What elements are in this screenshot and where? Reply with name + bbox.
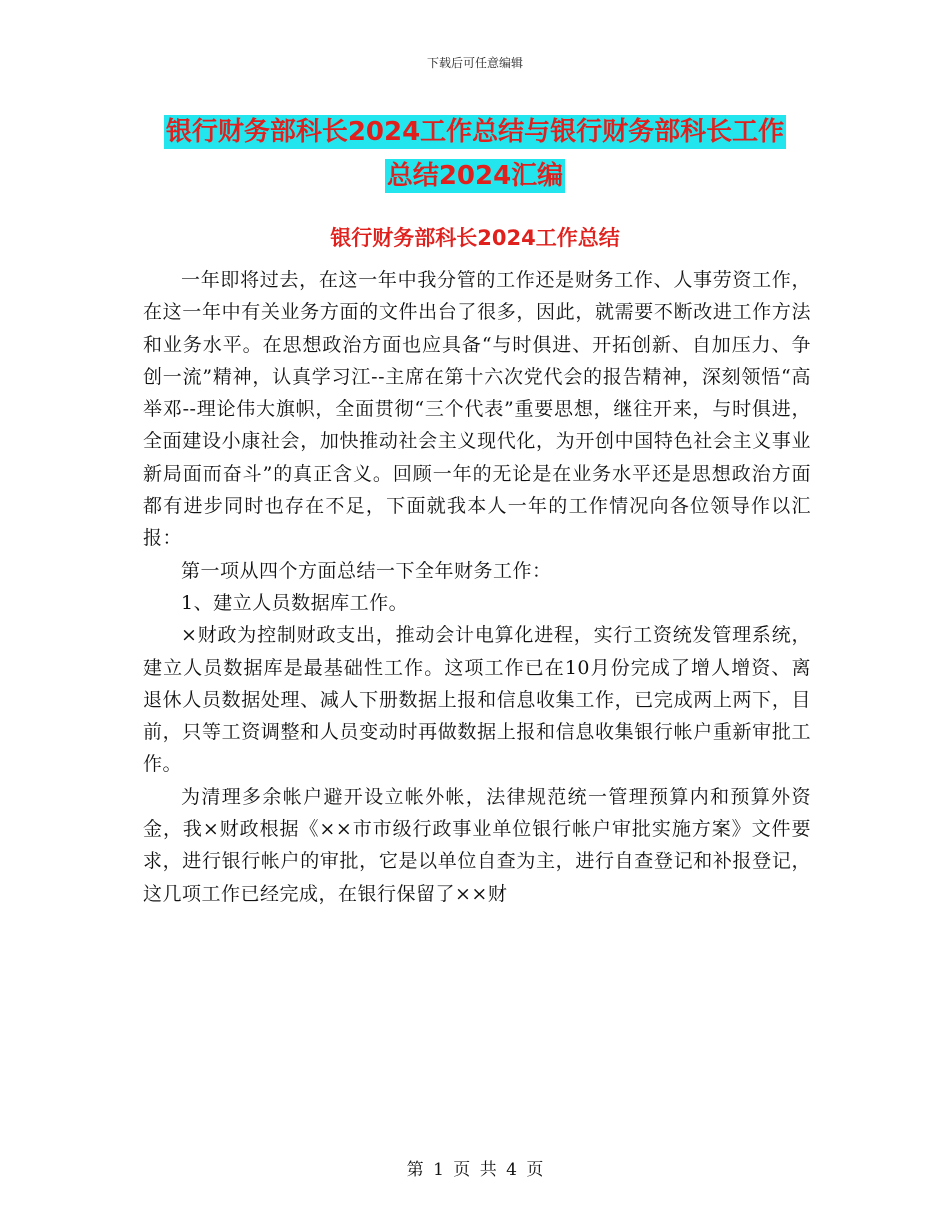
paragraph-database-work: ×财政为控制财政支出，推动会计电算化进程，实行工资统发管理系统，建立人员数据库是最基础性工作。这项工作已在10月份完成了增人增资、离退休人员数据处理、减人下册数据上报和信息收集工作，已完成两上两下，目前，只等工资调整和人员变动时再做数据上报和信息收集银行帐户重新审批工作。 — [143, 624, 811, 776]
document-body — [143, 264, 811, 910]
section-title: 银行财务部科长2024工作总结 — [330, 226, 620, 250]
page-header-note: 下载后可任意编辑 — [426, 56, 523, 70]
document-title-line2: 总结2024汇编 — [386, 161, 564, 191]
paragraph-intro: 一年即将过去，在这一年中我分管的工作还是财务工作、人事劳资工作，在这一年中有关业务方面的文件出台了很多，因此，就需要不断改进工作方法和业务水平。在思想政治方面也应具备“与时俱进、开拓创新、自加压力、争创一流”精神，认真学习江--主席在第十六次党代会的报告精神，深刻领悟“高举邓--理论伟大旗帜，全面贯彻“三个代表”重要思想，继往开来，与时俱进，全面建设小康社会，加快推动社会主义现代化，为开创中国特色社会主义事业新局面而奋斗”的真正含义。回顾一年的无论是在业务水平还是思想政治方面都有进步同时也存在不足，下面就我本人一年的工作情况向各位领导作以汇报： — [143, 269, 811, 550]
paragraph-summary-heading: 第一项从四个方面总结一下全年财务工作： — [181, 559, 552, 582]
document-title-line1: 银行财务部科长2024工作总结与银行财务部科长工作 — [165, 117, 785, 147]
paragraph-bank-account-review: 为清理多余帐户避开设立帐外帐，法律规范统一管理预算内和预算外资金，我×财政根据《××市市级行政事业单位银行帐户审批实施方案》文件要求，进行银行帐户的审批，它是以单位自查为主，进行自查登记和补报登记，这几项工作已经完成，在银行保留了××财 — [143, 785, 811, 905]
document-title — [0, 110, 950, 198]
paragraph-item-1-heading: 1、建立人员数据库工作。 — [181, 591, 409, 614]
page-footer-pagination: 第 1 页 共 4 页 — [406, 1160, 544, 1180]
